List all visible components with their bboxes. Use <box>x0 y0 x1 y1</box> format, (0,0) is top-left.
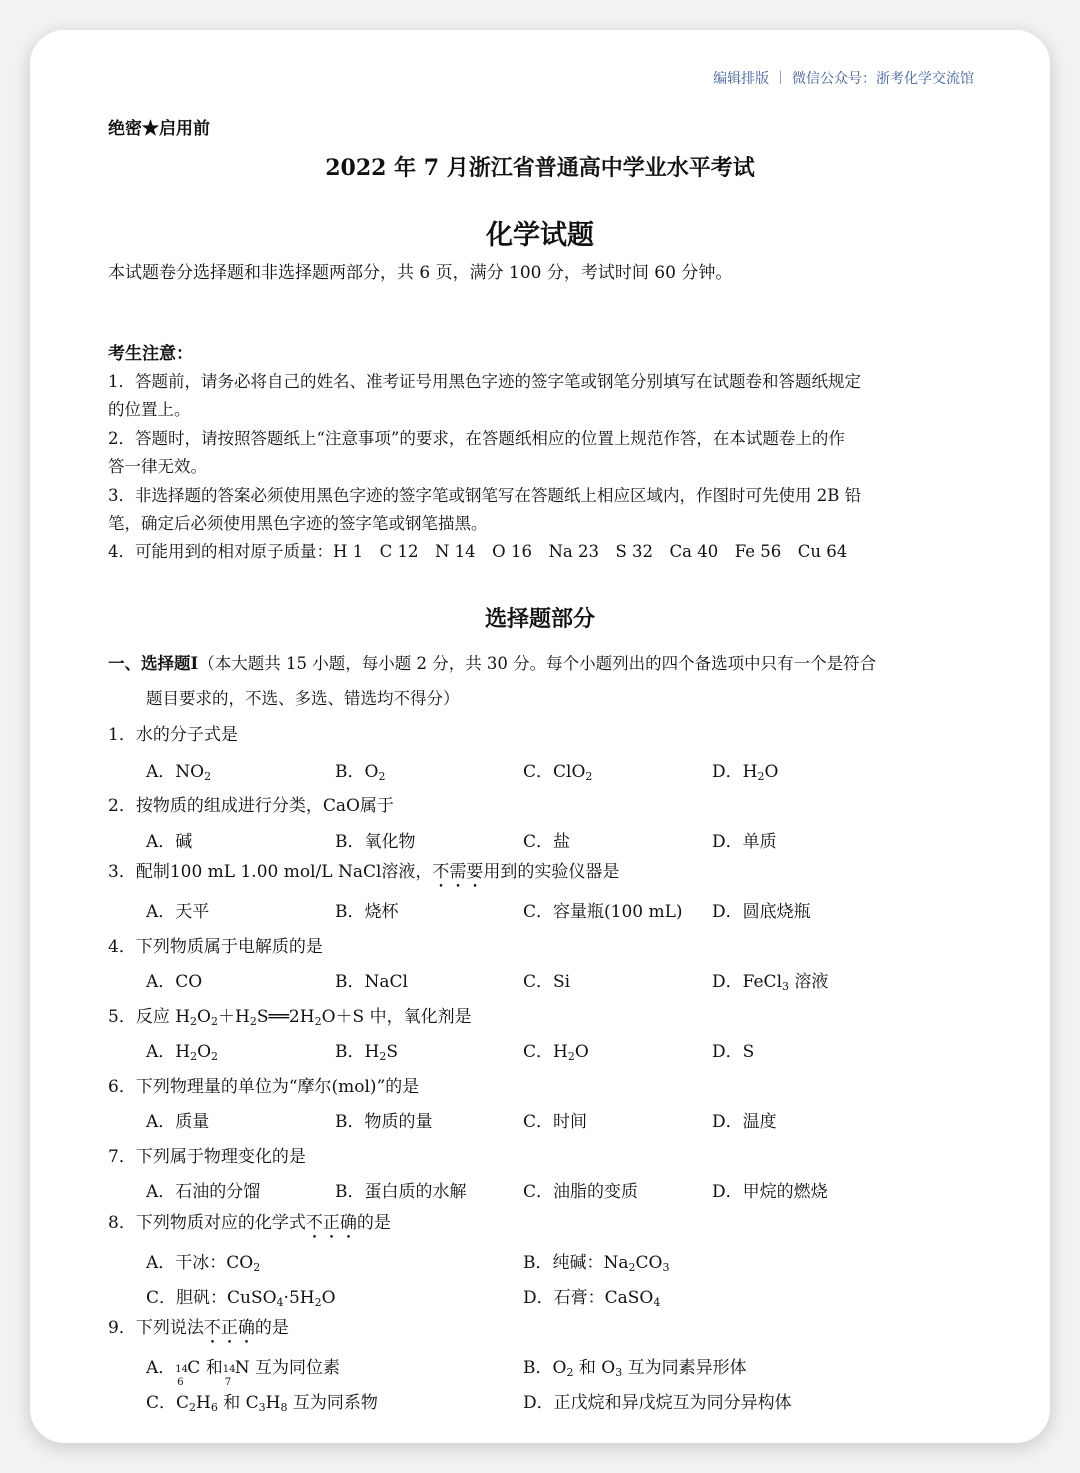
option-b: B．蛋白质的水解 <box>335 1182 467 1202</box>
option-a: A．碱 <box>146 832 193 852</box>
option-a: A． 14 6 C 和 14 7 N 互为同位素 <box>146 1358 340 1388</box>
option-b: B．物质的量 <box>335 1112 433 1132</box>
option-b: B．NaCl <box>335 972 408 992</box>
option-c: C．时间 <box>523 1112 588 1132</box>
option-d: D．石膏：CaSO$_4$ <box>523 1288 661 1309</box>
option-b: B．$O_2$ <box>335 762 386 783</box>
option-d: D．正戊烷和异戊烷互为同分异构体 <box>523 1393 792 1413</box>
question-stem: 8．下列物质对应的化学式不正确的是 <box>108 1213 391 1233</box>
emphasis-text: 不需要 <box>432 862 484 882</box>
notice-line: 2．答题时，请按照答题纸上“注意事项”的要求，在答题纸相应的位置上规范作答，在本试题卷上的作 <box>108 429 845 448</box>
notice-line: 答一律无效。 <box>108 457 207 476</box>
option-a: A．石油的分馏 <box>146 1182 261 1202</box>
option-d: D．S <box>712 1042 755 1062</box>
option-a: A．CO <box>146 972 203 992</box>
exam-page <box>30 30 1050 1443</box>
option-c: C．ClO$_2$ <box>523 762 593 783</box>
question-stem: 4．下列物质属于电解质的是 <box>108 937 323 957</box>
notice-heading: 考生注意： <box>108 344 193 364</box>
question-stem: 1．水的分子式是 <box>108 725 238 745</box>
option-c: C．容量瓶(100 mL) <box>523 902 683 922</box>
notice-line: 的位置上。 <box>108 400 191 419</box>
option-a: A．$H_2O_2$ <box>146 1042 219 1063</box>
option-d: D．甲烷的燃烧 <box>712 1182 828 1202</box>
notice-line: 3．非选择题的答案必须使用黑色字迹的签字笔或钢笔写在答题纸上相应区域内，作图时可先使用 2B 铅 <box>108 486 862 505</box>
option-d: D．圆底烧瓶 <box>712 902 811 922</box>
option-b: B．$O_2$ 和 $O_3$ 互为同素异形体 <box>523 1358 747 1379</box>
option-b: B．烧杯 <box>335 902 399 922</box>
secret-mark: 绝密★启用前 <box>108 119 210 139</box>
question-stem: 9．下列说法不正确的是 <box>108 1318 289 1338</box>
question-stem: 7．下列属于物理变化的是 <box>108 1147 306 1167</box>
notice-line: 4．可能用到的相对原子质量：H 1 C 12 N 14 O 16 Na 23 S 32 Ca 40 Fe 56 Cu 64 <box>108 542 848 561</box>
option-a: A．天平 <box>146 902 210 922</box>
option-c: C．盐 <box>523 832 571 852</box>
option-c: C．$H_2O$ <box>523 1042 589 1063</box>
option-c: C．油脂的变质 <box>523 1182 639 1202</box>
option-a: A．干冰：$CO_2$ <box>146 1253 261 1274</box>
option-c: C．胆矾：$CuSO_4\cdot 5H_2O$ <box>146 1288 336 1309</box>
part-heading: 一、选择题Ⅰ（本大题共 15 小题，每小题 2 分，共 30 分。每个小题列出的四个备选项中只有一个是符合 <box>108 654 877 673</box>
option-d: D．$H_2O$ <box>712 762 779 783</box>
option-d: D．FeCl$_3$ 溶液 <box>712 972 829 993</box>
question-stem: 6．下列物理量的单位为“摩尔(mol)”的是 <box>108 1077 420 1097</box>
emphasis-text: 不正确 <box>203 1318 255 1338</box>
question-stem: 2．按物质的组成进行分类，CaO属于 <box>108 796 394 816</box>
option-b: B．氧化物 <box>335 832 416 852</box>
emphasis-text: 不正确 <box>305 1213 357 1233</box>
option-c: C．Si <box>523 972 571 992</box>
notice-line: 笔，确定后必须使用黑色字迹的签字笔或钢笔描黑。 <box>108 514 488 533</box>
header-note: 编辑排版 ｜ 微信公众号：浙考化学交流馆 <box>713 71 974 87</box>
option-a: A．质量 <box>146 1112 210 1132</box>
option-c: C．$C_2H_6$ 和 $C_3H_8$ 互为同系物 <box>146 1393 378 1414</box>
option-d: D．单质 <box>712 832 777 852</box>
option-b: B．$H_2S$ <box>335 1042 398 1063</box>
question-stem: 3．配制100 mL 1.00 mol/L NaCl溶液，不需要用到的实验仪器是 <box>108 862 620 882</box>
option-b: B．纯碱：$Na_2CO_3$ <box>523 1253 670 1274</box>
subject-title: 化学试题 <box>486 220 594 251</box>
section-title: 选择题部分 <box>484 606 595 632</box>
exam-title: 2022 年 7 月浙江省普通高中学业水平考试 <box>325 155 755 181</box>
option-a: A．$NO_2$ <box>146 762 212 783</box>
question-stem: 5．反应 $H_2O_2+H_2S══2H_2O+S$ 中，氧化剂是 <box>108 1007 472 1028</box>
notice-line: 1．答题前，请务必将自己的姓名、准考证号用黑色字迹的签字笔或钢笔分别填写在试题卷和答题纸规定 <box>108 372 861 391</box>
option-d: D．温度 <box>712 1112 777 1132</box>
part-heading-line2: 题目要求的，不选、多选、错选均不得分） <box>146 689 460 708</box>
exam-intro: 本试题卷分选择题和非选择题两部分，共 6 页，满分 100 分，考试时间 60 分钟。 <box>108 263 733 283</box>
